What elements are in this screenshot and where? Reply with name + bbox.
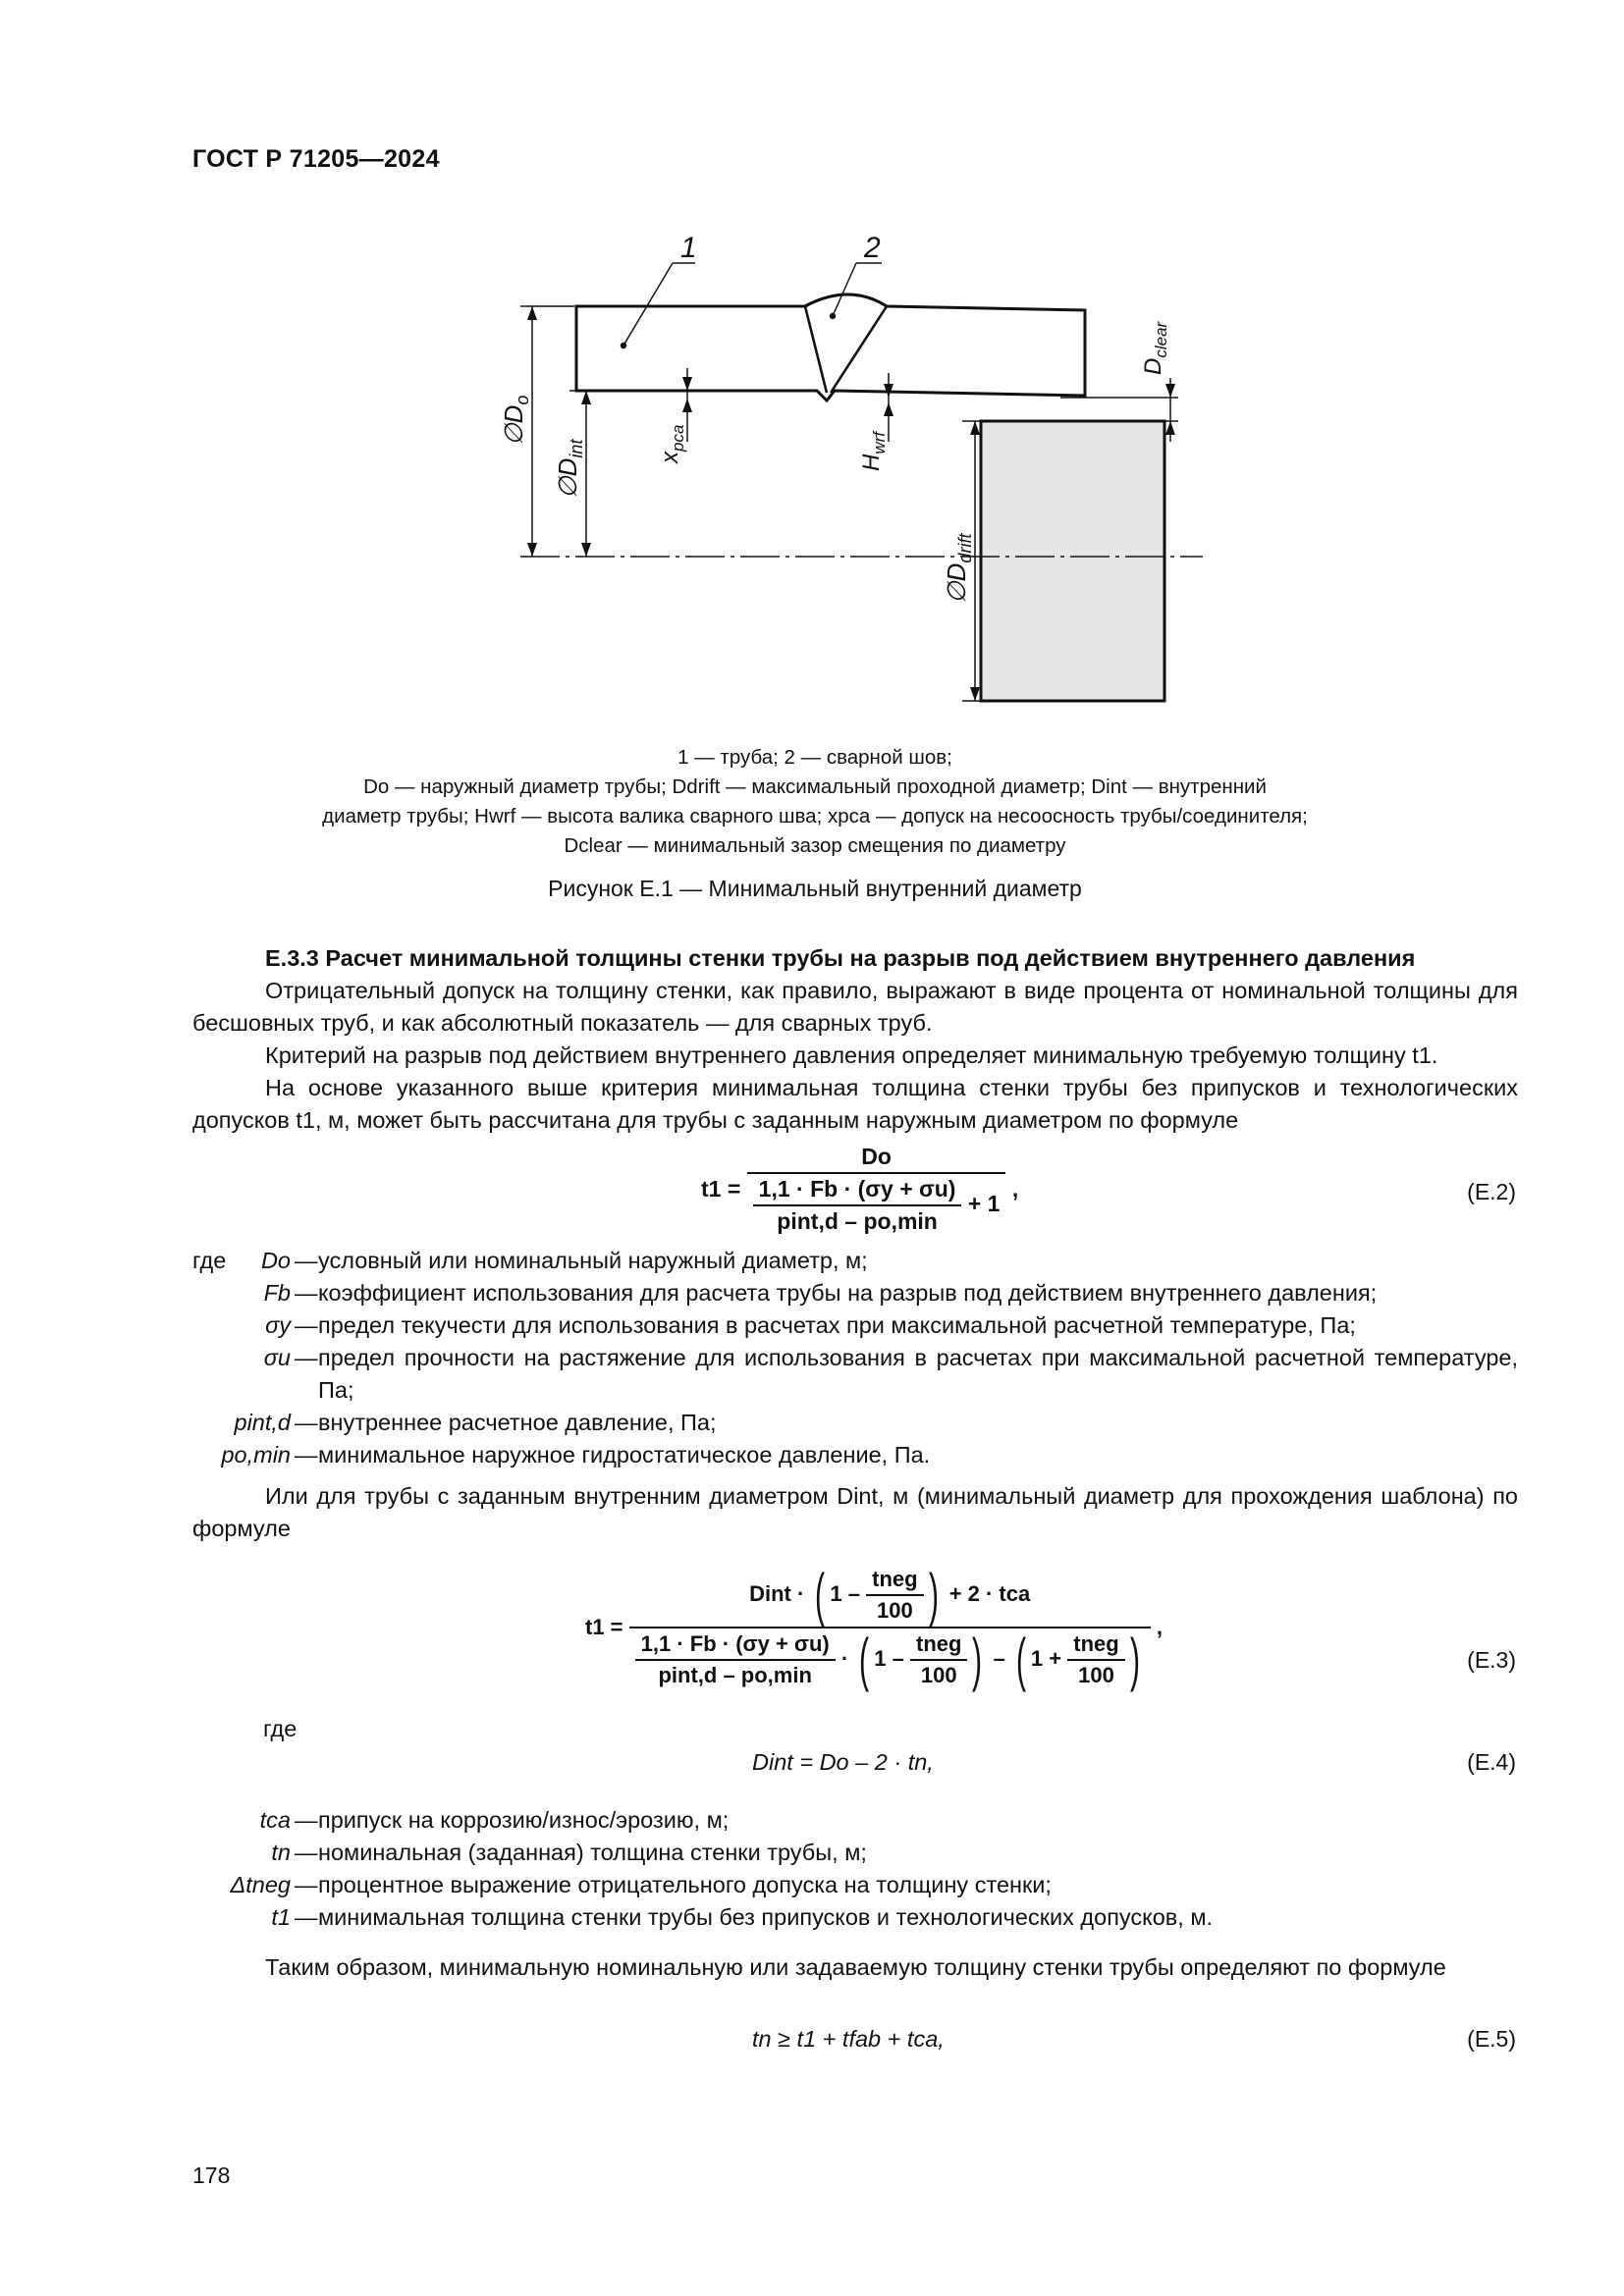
paragraph-1: Отрицательный допуск на толщину стенки, как правило, выражают в виде процента от номинальной толщины для бесшовных труб, и как абсолютный показатель — для сварных труб. <box>192 978 1518 1036</box>
callout-2: 2 <box>864 236 881 264</box>
var-description: процентное выражение отрицательного допуска на толщину стенки; <box>318 1872 1052 1897</box>
figure-legend-line-1: 1 — труба; 2 — сварной шов; <box>677 746 952 769</box>
eq3-tneg: tneg <box>866 1567 923 1596</box>
var-symbol: σy <box>265 1312 291 1338</box>
var-symbol: Fb <box>263 1280 291 1306</box>
eq2-lhs: t1 = <box>701 1176 741 1201</box>
section-title <box>192 942 1518 975</box>
eq3-dot: · <box>840 1645 849 1671</box>
eq3-lhs: t1 = <box>585 1615 623 1639</box>
svg-text:∅Dint: $\emptyset D_{int}$ <box>553 439 586 499</box>
equation-e2 <box>701 1144 1018 1235</box>
var-description: внутреннее расчетное давление, Па; <box>318 1410 717 1435</box>
svg-text:Dclear: $D_{clear}$ <box>1140 321 1170 375</box>
svg-text:∅Ddrift: $\emptyset D_{drift}$ <box>942 533 975 604</box>
var-symbol: tn <box>271 1840 291 1865</box>
var-description: условный или номинальный наружный диаметр, м; <box>318 1248 868 1273</box>
var-symbol: Δtneg <box>230 1872 291 1897</box>
dim-xpca-label: x <box>657 452 683 463</box>
equation-number-e5: (Е.5) <box>1467 2026 1516 2052</box>
eq2-plus-one: + 1 <box>967 1191 1001 1217</box>
var-description: коэффициент использования для расчета трубы на разрыв под действием внутреннего давления; <box>318 1280 1378 1306</box>
variables-list-1: где Do — условный или номинальный наружный диаметр, м; Fb — коэффициент использования для расчета трубы на разрыв под действием внутреннего давления; σy — предел текучести для использования в расчетах при максимальной расчетной температуре, Па; σu — предел прочности на растяжение для использования в расчетах при максимальной расчетной температуре, Па; pint,d — внутреннее расчетное давление, Па; po,min — минимальное наружное гидростатическое давление, Па. <box>192 1245 1518 1471</box>
figure-caption: Рисунок Е.1 — Минимальный внутренний диаметр <box>548 876 1082 901</box>
equation-number-e3: (Е.3) <box>1467 1647 1516 1673</box>
var-description: номинальная (заданная) толщина стенки трубы, м; <box>318 1840 867 1865</box>
eq2-inner-numerator: 1,1 · Fb · (σy + σu) <box>753 1176 962 1206</box>
section-heading: Е.3.3 Расчет минимальной толщины стенки трубы на разрыв под действием внутреннего давления <box>265 945 1416 971</box>
var-symbol: σu <box>263 1345 291 1370</box>
callout-1: 1 <box>680 236 697 264</box>
var-description: припуск на коррозию/износ/эрозию, м; <box>318 1807 730 1833</box>
svg-text:xpca: $x_{pca}$ <box>657 424 687 463</box>
svg-text:Hwrf: $H_{wrf}$ <box>858 431 889 471</box>
eq3-trail: , <box>1156 1615 1163 1639</box>
paragraph-2: Критерий на разрыв под действием внутреннего давления определяет минимальную требуемую толщину t1. <box>265 1042 1438 1068</box>
eq3-num-tail: + 2 · tca <box>948 1580 1031 1606</box>
eq3-one-minus: 1 – <box>830 1580 860 1606</box>
eq2-trail: , <box>1011 1176 1019 1201</box>
dim-do-label: ∅D <box>499 404 528 446</box>
drift-gauge <box>981 421 1164 701</box>
equation-number-e2: (Е.2) <box>1467 1179 1516 1204</box>
eq3-minus: – <box>993 1645 1005 1671</box>
equation-e5: tn ≥ t1 + tfab + tca, <box>752 2026 945 2052</box>
page-number: 178 <box>192 2163 231 2188</box>
figure-legend-line-4: Dclear — минимальный зазор смещения по диаметру <box>564 834 1066 857</box>
eq2-inner-denominator: pint,d – po,min <box>777 1208 938 1234</box>
figure-legend-line-2: Do — наружный диаметр трубы; Ddrift — максимальный проходной диаметр; Dint — внутренний <box>363 775 1267 798</box>
where-label-2: где <box>263 1716 298 1741</box>
eq3-den-inner-num: 1,1 · Fb · (σy + σu) <box>635 1631 836 1661</box>
document-header: ГОСТ Р 71205—2024 <box>192 145 440 173</box>
var-symbol: t1 <box>271 1904 291 1930</box>
dim-dint-label: ∅D <box>553 457 582 499</box>
var-symbol: po,min <box>221 1442 291 1468</box>
svg-text:∅Do: $\emptyset D_o$ <box>499 395 532 446</box>
var-description: предел прочности на растяжение для использования в расчетах при максимальной расчетной температуре, Па; <box>318 1345 1518 1403</box>
var-symbol: Do <box>260 1248 291 1273</box>
figure-legend-line-3: диаметр трубы; Hwrf — высота валика сварного шва; xpca — допуск на несоосность трубы/соединителя; <box>322 805 1308 828</box>
eq3-dint: Dint · <box>749 1580 805 1606</box>
equation-number-e4: (Е.4) <box>1467 1749 1516 1775</box>
pipe-weld-figure <box>471 236 1237 717</box>
var-symbol: pint,d <box>234 1410 291 1435</box>
var-description: минимальная толщина стенки трубы без припусков и технологических допусков, м. <box>318 1904 1214 1930</box>
equation-e4: Dint = Do – 2 · tn, <box>752 1749 934 1775</box>
var-description: минимальное наружное гидростатическое давление, Па. <box>318 1442 931 1468</box>
dim-hwrf-label: H <box>858 454 885 471</box>
eq3-one-plus: 1 + <box>1030 1645 1062 1671</box>
var-symbol: tca <box>259 1807 291 1833</box>
dim-dclear-label: D <box>1140 357 1166 375</box>
equation-e3: t1 = Dint · ( 1 – $\frac{\text{tneg}}{100}$ ) + 2 · tca $\frac{1,1 \cdot Fb \cdot (\sigma y + \sigma u)}{\text{pint,d – po,min}}$ · ( 1 – $\frac{\text{tneg}}{100}$ ) – ( 1 + $\frac{\text{tneg}}{100}$ ) , <box>585 1562 1163 1692</box>
eq3-hundred: 100 <box>876 1598 913 1623</box>
dim-ddrift-label: ∅D <box>942 562 971 604</box>
eq2-numerator: Do <box>747 1144 1006 1174</box>
paragraph-5: Таким образом, минимальную номинальную или задаваемую толщину стенки трубы определяют по формуле <box>265 1954 1446 1980</box>
eq3-den-inner-den: pint,d – po,min <box>658 1663 812 1687</box>
paragraph-3: На основе указанного выше критерия минимальная толщина стенки трубы без припусков и технологических допусков t1, м, может быть рассчитана для трубы с заданным наружным диаметром по формуле <box>192 1075 1518 1133</box>
paragraph-4: Или для трубы с заданным внутренним диаметром Dint, м (минимальный диаметр для прохождения шаблона) по формуле <box>192 1483 1518 1541</box>
where-label: где <box>192 1248 227 1273</box>
var-description: предел текучести для использования в расчетах при максимальной расчетной температуре, Па; <box>318 1312 1356 1338</box>
variables-list-2: tca — припуск на коррозию/износ/эрозию, м; tn — номинальная (заданная) толщина стенки трубы, м; Δtneg — процентное выражение отрицательного допуска на толщину стенки; t1 — минимальная толщина стенки трубы без припусков и технологических допусков, м. <box>192 1804 1518 1934</box>
